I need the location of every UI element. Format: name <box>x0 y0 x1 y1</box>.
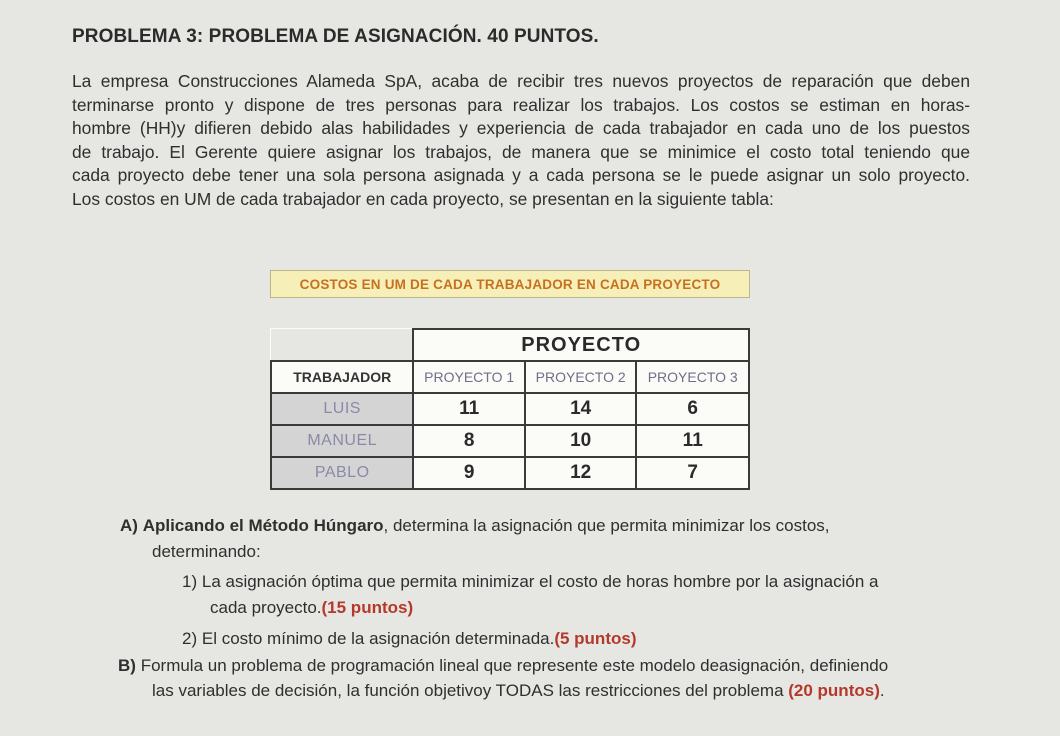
cost-cell: 6 <box>636 393 749 425</box>
column-header-project-2: PROYECTO 2 <box>525 361 637 393</box>
points-badge: (15 puntos) <box>321 598 414 617</box>
worker-name: MANUEL <box>271 425 413 457</box>
question-a2-text: El costo mínimo de la asignación determinada. <box>201 629 555 648</box>
question-a1-text-cont: cada proyecto. <box>210 598 322 617</box>
question-a1-text: La asignación óptima que permita minimizar el costo de horas hombre por la asignación a <box>201 572 879 591</box>
question-b-label: B) <box>118 656 136 675</box>
column-header-project-1: PROYECTO 1 <box>413 361 525 393</box>
statement-line: cada proyecto debe tener una sola persona asignada y a cada persona se le puede asignar un solo proyecto. <box>72 165 970 185</box>
problem-title: PROBLEMA 3: PROBLEMA DE ASIGNACIÓN. 40 PUNTOS. <box>72 26 599 47</box>
problem-statement <box>72 70 970 211</box>
question-b-text-cont: las variables de decisión, la función objetivoy TODAS las restricciones del problema <box>152 681 789 700</box>
table-row <box>271 393 749 425</box>
worker-name: PABLO <box>271 457 413 489</box>
table-corner <box>271 329 413 361</box>
question-b-text: Formula un problema de programación lineal que represente este modelo deasignación, definiendo <box>140 656 889 675</box>
question-a1 <box>182 570 878 594</box>
question-a-method: Aplicando el Método Húngaro <box>142 516 384 535</box>
worker-column-header: TRABAJADOR <box>271 361 413 393</box>
question-b-cont <box>152 679 885 703</box>
worker-name: LUIS <box>271 393 413 425</box>
statement-line: Los costos en UM de cada trabajador en cada proyecto, se presentan en la siguiente tabla: <box>72 188 774 209</box>
cost-table <box>270 328 750 490</box>
statement-line: de trabajo. El Gerente quiere asignar los trabajos, de manera que se minimice el costo total teniendo que <box>72 141 970 162</box>
table-caption: COSTOS EN UM DE CADA TRABAJADOR EN CADA PROYECTO <box>270 270 750 298</box>
column-header-project-3: PROYECTO 3 <box>636 361 749 393</box>
cost-cell: 9 <box>413 457 525 489</box>
table-row <box>271 457 749 489</box>
cost-cell: 11 <box>413 393 525 425</box>
question-a1-number: 1) <box>182 572 198 591</box>
cost-cell: 12 <box>525 457 637 489</box>
table-row <box>271 425 749 457</box>
project-group-header: PROYECTO <box>413 329 749 361</box>
cost-cell: 8 <box>413 425 525 457</box>
question-a2 <box>182 627 636 651</box>
statement-line: hombre (HH)y difieren debido alas habilidades y experiencia de cada trabajador en cada uno de los puestos <box>72 118 970 138</box>
cost-cell: 11 <box>636 425 749 457</box>
question-a <box>120 514 830 538</box>
statement-line: terminarse pronto y dispone de tres personas para realizar los trabajos. Los costos se estiman en horas- <box>72 94 970 115</box>
cost-cell: 7 <box>636 457 749 489</box>
question-a-text: , determina la asignación que permita minimizar los costos, <box>383 516 830 535</box>
question-a-cont: determinando: <box>152 542 261 561</box>
question-a1-cont <box>210 596 413 620</box>
question-b-end: . <box>879 681 885 700</box>
points-badge: (20 puntos) <box>788 681 880 700</box>
cost-cell: 14 <box>525 393 637 425</box>
cost-cell: 10 <box>525 425 637 457</box>
statement-line: La empresa Construcciones Alameda SpA, acaba de recibir tres nuevos proyectos de reparación que deben <box>72 71 970 91</box>
question-a-label: A) <box>120 516 138 535</box>
question-b <box>118 654 888 678</box>
points-badge: (5 puntos) <box>554 629 637 648</box>
question-a2-number: 2) <box>182 629 198 648</box>
